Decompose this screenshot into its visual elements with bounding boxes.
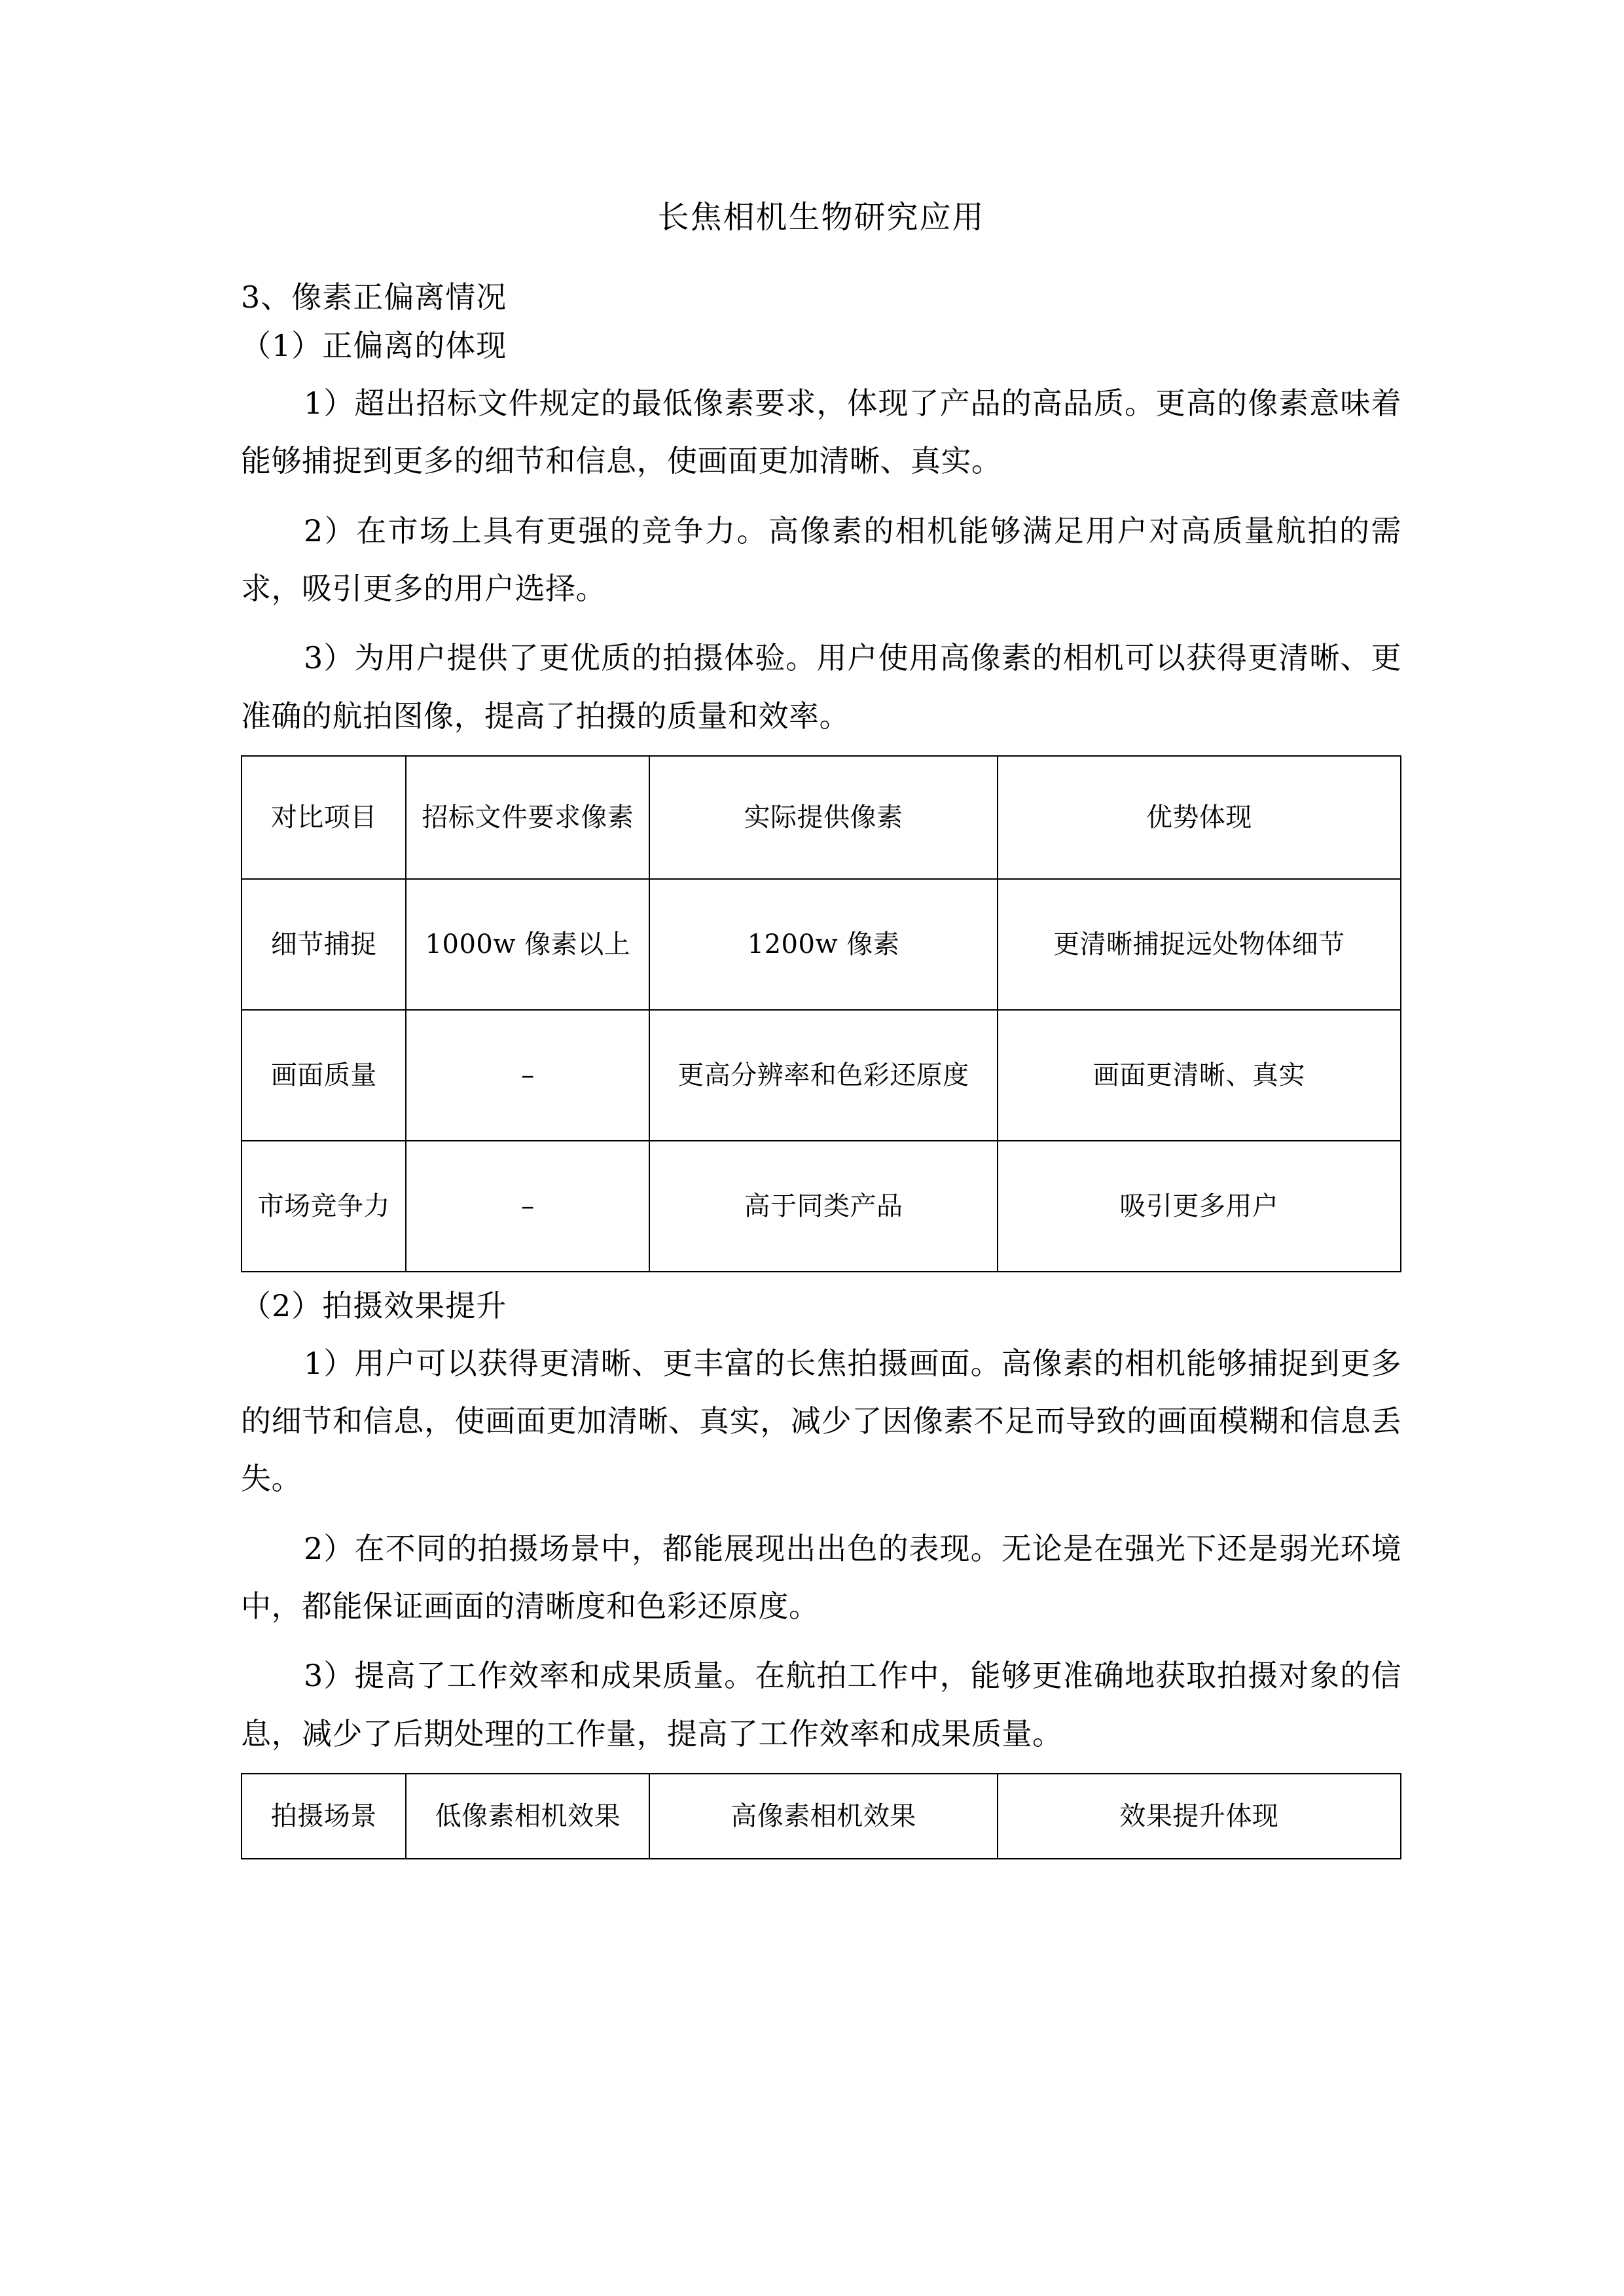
table-header-cell: 拍摄场景: [242, 1774, 406, 1859]
table-cell: 吸引更多用户: [998, 1141, 1401, 1272]
table-cell: –: [406, 1141, 649, 1272]
table-row: [242, 1141, 1401, 1272]
table-header-cell: 低像素相机效果: [406, 1774, 649, 1859]
scene-effect-table: [241, 1773, 1401, 1859]
table-header-cell: 高像素相机效果: [649, 1774, 997, 1859]
paragraph-2-3: 3）提高了工作效率和成果质量。在航拍工作中，能够更准确地获取拍摄对象的信息，减少了后期处理的工作量，提高了工作效率和成果质量。: [241, 1658, 1401, 1751]
table-header-row: [242, 1774, 1401, 1859]
table-row: [242, 1010, 1401, 1141]
table-header-cell: 效果提升体现: [998, 1774, 1401, 1859]
paragraph-spacer: [241, 1511, 1401, 1520]
section-heading-3: 3、像素正偏离情况: [241, 279, 507, 315]
table-cell: 画面质量: [242, 1010, 406, 1141]
pixel-comparison-table: [241, 755, 1401, 1272]
table-header-cell: 对比项目: [242, 756, 406, 879]
table-cell: 画面更清晰、真实: [998, 1010, 1401, 1141]
paragraph-1-3: 3）为用户提供了更优质的拍摄体验。用户使用高像素的相机可以获得更清晰、更准确的航拍图像，提高了拍摄的质量和效率。: [241, 640, 1401, 734]
table-cell: 市场竞争力: [242, 1141, 406, 1272]
table-header-cell: 实际提供像素: [649, 756, 997, 879]
paragraph-spacer: [241, 620, 1401, 629]
table-cell: 更高分辨率和色彩还原度: [649, 1010, 997, 1141]
subsection-heading-1: （1）正偏离的体现: [241, 328, 507, 364]
paragraph-1-2: 2）在市场上具有更强的竞争力。高像素的相机能够满足用户对高质量航拍的需求，吸引更多的用户选择。: [241, 512, 1401, 607]
paragraph-2-2: 2）在不同的拍摄场景中，都能展现出出色的表现。无论是在强光下还是弱光环境中，都能保证画面的清晰度和色彩还原度。: [241, 1530, 1401, 1624]
paragraph-spacer: [241, 1638, 1401, 1647]
table-cell: 高于同类产品: [649, 1141, 997, 1272]
subsection-heading-2: （2）拍摄效果提升: [241, 1288, 507, 1324]
page-title: 长焦相机生物研究应用: [657, 199, 985, 236]
table-cell: 更清晰捕捉远处物体细节: [998, 879, 1401, 1010]
table-cell: 1200w 像素: [649, 879, 997, 1010]
table-cell: 1000w 像素以上: [406, 879, 649, 1010]
table-header-row: [242, 756, 1401, 879]
table-header-cell: 优势体现: [998, 756, 1401, 879]
paragraph-1-1: 1）超出招标文件规定的最低像素要求，体现了产品的高品质。更高的像素意味着能够捕捉到更多的细节和信息，使画面更加清晰、真实。: [241, 386, 1401, 479]
table-header-cell: 招标文件要求像素: [406, 756, 649, 879]
paragraph-2-1: 1）用户可以获得更清晰、更丰富的长焦拍摄画面。高像素的相机能够捕捉到更多的细节和信息，使画面更加清晰、真实，减少了因像素不足而导致的画面模糊和信息丢失。: [241, 1345, 1401, 1497]
table-cell: –: [406, 1010, 649, 1141]
table-row: [242, 879, 1401, 1010]
paragraph-spacer: [241, 493, 1401, 502]
table-cell: 细节捕捉: [242, 879, 406, 1010]
